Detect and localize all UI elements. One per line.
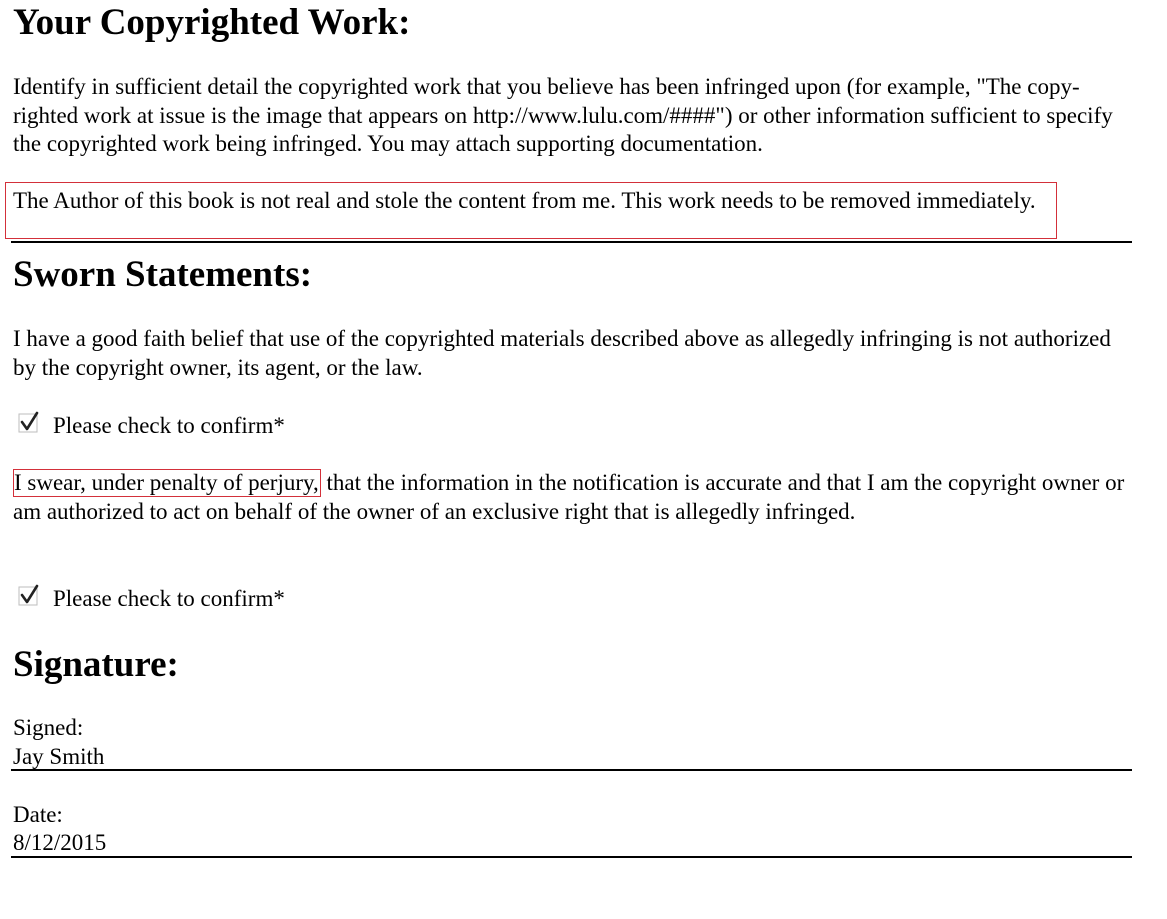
date-underline: [11, 856, 1132, 858]
checkmark-icon: [17, 583, 41, 607]
copyright-instructions: Identify in sufficient detail the copyrighted work that you believe has been infringed upon (for example, "The copy- righted work at issue is the image that appears on http://www.lulu.com/####") or other information sufficient to specify the copyrighted work being infringed. You may attach supporting documentation.: [13, 74, 1113, 156]
signed-label: Signed:: [13, 715, 84, 740]
date-label: Date:: [13, 802, 63, 827]
sworn-statement-perjury: [13, 469, 1138, 526]
section-divider: [11, 241, 1132, 243]
confirm-label-perjury: Please check to confirm*: [53, 586, 285, 611]
signed-underline: [11, 769, 1132, 771]
copyright-heading: Your Copyrighted Work:: [13, 2, 411, 43]
date-value[interactable]: 8/12/2015: [13, 830, 107, 855]
confirm-checkbox-good-faith[interactable]: [17, 410, 41, 434]
signature-heading: Signature:: [13, 644, 179, 685]
confirm-label-good-faith: Please check to confirm*: [53, 413, 285, 438]
signed-value[interactable]: Jay Smith: [13, 744, 105, 769]
perjury-statement-rest: that the information in the notification is accurate and that I am the copyright owner or am authorized to act on behalf of the owner of an exclusive right that is allegedly infringed.: [13, 470, 1125, 524]
sworn-heading: Sworn Statements:: [13, 254, 313, 295]
perjury-highlight: I swear, under penalty of perjury,: [14, 470, 319, 495]
confirm-checkbox-perjury[interactable]: [17, 583, 41, 607]
copyright-entry-text[interactable]: The Author of this book is not real and stole the content from me. This work needs to be removed immediately.: [13, 188, 1036, 213]
checkmark-icon: [17, 410, 41, 434]
sworn-statement-good-faith: I have a good faith belief that use of the copyrighted materials described above as allegedly infringing is not authorized by the copyright owner, its agent, or the law.: [13, 326, 1111, 380]
